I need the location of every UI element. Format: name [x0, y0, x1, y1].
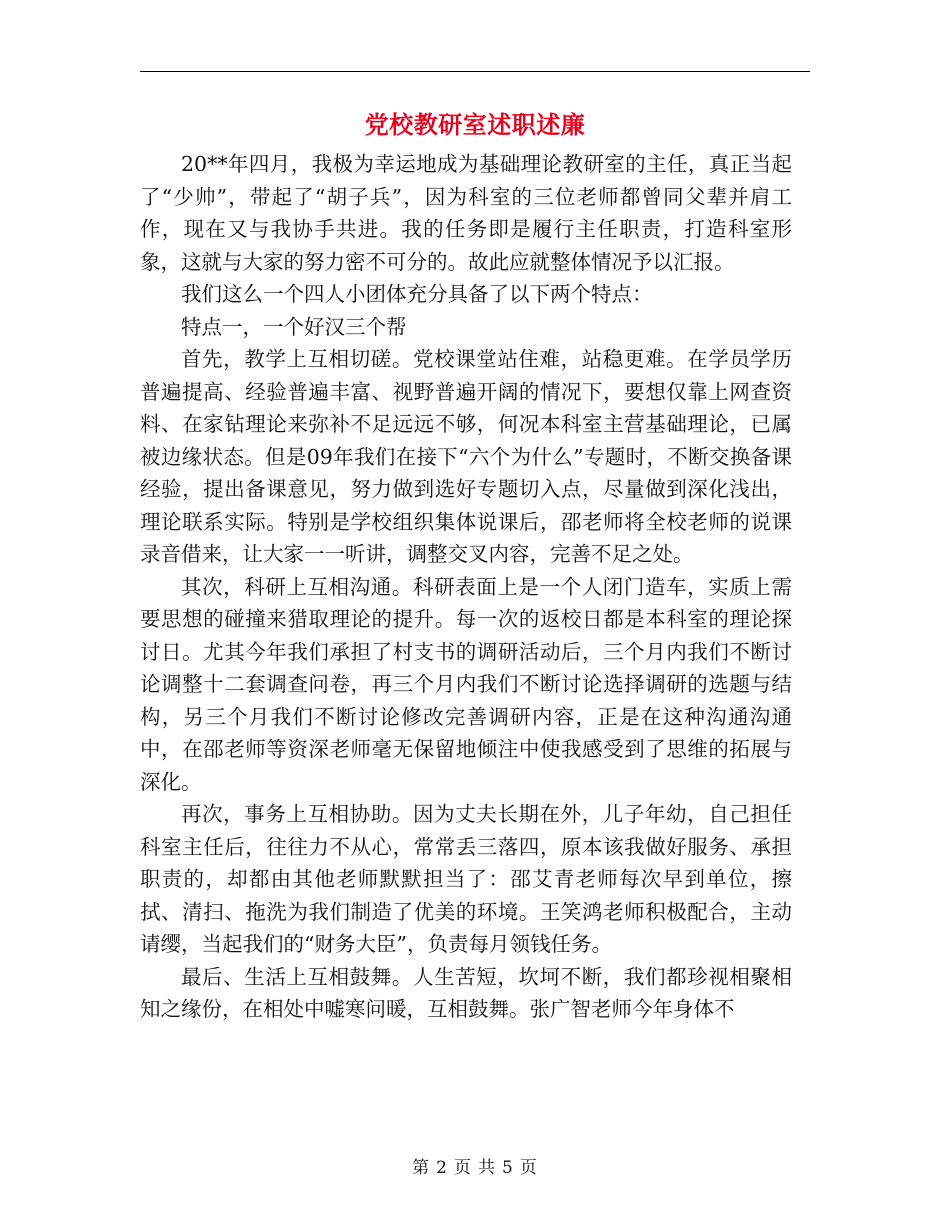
document-body	[140, 148, 792, 1026]
paragraph: 20**年四月，我极为幸运地成为基础理论教研室的主任，真正当起了“少帅”，带起了“胡子兵”，因为科室的三位老师都曾同父辈并肩工作，现在又与我协手共进。我的任务即是履行主任职责，打造科室形象，这就与大家的努力密不可分的。故此应就整体情况予以汇报。	[140, 152, 792, 274]
footer-suffix: 页	[519, 1158, 538, 1178]
page-footer	[0, 1153, 950, 1178]
footer-page-word: 页	[454, 1158, 472, 1178]
paragraph: 其次，科研上互相沟通。科研表面上是一个人闭门造车，实质上需要思想的碰撞来猎取理论的提升。每一次的返校日都是本科室的理论探讨日。尤其今年我们承担了村支书的调研活动后，三个月内我们不断讨论调整十二套调查问卷，再三个月内我们不断讨论选择调研的选题与结构，另三个月我们不断讨论修改完善调研内容，正是在这种沟通沟通中，在邵老师等资深老师毫无保留地倾注中使我感受到了思维的拓展与深化。	[140, 574, 792, 794]
footer-total-pages: 5	[502, 1158, 514, 1178]
footer-page-number: 2	[436, 1158, 448, 1178]
paragraph: 最后、生活上互相鼓舞。人生苦短，坎坷不断，我们都珍视相聚相知之缘份，在相处中嘘寒问暖，互相鼓舞。张广智老师今年身体不	[140, 964, 792, 1021]
header-rule	[140, 71, 810, 72]
paragraph: 再次，事务上互相协助。因为丈夫长期在外，儿子年幼，自己担任科室主任后，往往力不从心，常常丢三落四，原本该我做好服务、承担职责的，却都由其他老师默默担当了：邵艾青老师每次早到单位，擦拭、清扫、拖洗为我们制造了优美的环境。王笑鸿老师积极配合，主动请缨，当起我们的“财务大臣”，负责每月领钱任务。	[140, 802, 792, 956]
document-title: 党校教研室述职述廉	[364, 110, 586, 139]
paragraph: 特点一，一个好汉三个帮	[181, 314, 407, 339]
paragraph: 我们这么一个四人小团体充分具备了以下两个特点：	[181, 282, 653, 306]
footer-total-word: 共	[478, 1158, 496, 1178]
paragraph: 首先，教学上互相切磋。党校课堂站住难，站稳更难。在学员学历普遍提高、经验普遍丰富、视野普遍开阔的情况下，要想仅靠上网查资料、在家钻理论来弥补不足远远不够，何况本科室主营基础理论，已属被边缘状态。但是09年我们在接下“六个为什么”专题时，不断交换备课经验，提出备课意见，努力做到选好专题切入点，尽量做到深化浅出，理论联系实际。特别是学校组织集体说课后，邵老师将全校老师的说课录音借来，让大家一一听讲，调整交叉内容，完善不足之处。	[140, 347, 792, 566]
footer-prefix: 第	[412, 1158, 431, 1178]
